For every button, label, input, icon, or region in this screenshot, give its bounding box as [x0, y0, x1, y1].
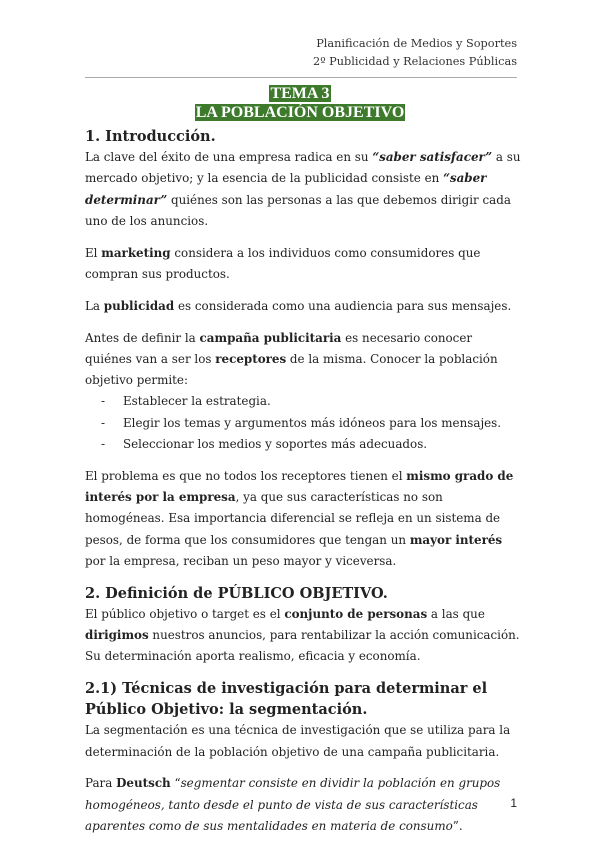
paragraph [85, 243, 521, 286]
text-run: Para [85, 776, 117, 791]
list-item: - Establecer la estrategia. [123, 391, 521, 412]
text-run: , ya que sus características no son homogéneas. Esa importancia diferencial se refleja en un sistema de pesos, de forma que los consumidores que tengan un [85, 490, 501, 547]
list-item: - Seleccionar los medios y soportes más adecuados. [123, 434, 521, 455]
emphasis-text: campaña publicitaria [199, 330, 342, 345]
header-divider [85, 77, 517, 78]
text-run: a las que [427, 606, 485, 621]
paragraph [85, 466, 521, 572]
emphasis-text: conjunto de personas [284, 606, 428, 621]
paragraph [85, 604, 521, 668]
text-run: considera a los individuos como consumidores que compran sus productos. [85, 245, 481, 281]
emphasis-text: mayor interés [409, 532, 503, 547]
emphasis-text: segmentar consiste en dividir la población en grupos homogéneos, tanto desde el punto de vista de sus características aparentes como de sus mentalidades en materia de consumo [85, 776, 501, 833]
bullet-list [85, 391, 521, 455]
emphasis-text: Deutsch [116, 776, 171, 791]
emphasis-text: receptores [215, 351, 287, 366]
text-run: “ [170, 776, 181, 791]
emphasis-text: mismo grado de interés por la empresa [85, 468, 514, 505]
text-run: La segmentación es una técnica de investigación que se utiliza para la determinación de la población objetivo de una campaña publicitaria. [85, 723, 511, 759]
emphasis-text: marketing [101, 245, 171, 260]
text-run: La clave del éxito de una empresa radica en su [85, 150, 373, 164]
running-header [313, 35, 517, 71]
page-number: 1 [510, 796, 517, 810]
text-run: El [85, 245, 102, 260]
text-run: ”. [452, 818, 463, 833]
paragraph [85, 773, 521, 837]
emphasis-text: “saber determinar” [85, 171, 487, 207]
title-topic-number: TEMA 3 [270, 85, 330, 102]
document-title [0, 84, 600, 122]
text-run: El problema es que no todos los receptores tienen el [85, 468, 407, 483]
list-item: - Elegir los temas y argumentos más idóneos para los mensajes. [123, 413, 521, 434]
text-run: Antes de definir la [85, 330, 200, 345]
paragraph [85, 296, 521, 317]
emphasis-text: dirigimos [85, 628, 149, 643]
text-run: es considerada como una audiencia para sus mensajes. [174, 298, 512, 313]
paragraph [85, 328, 521, 392]
section-heading: 1. Introducción. [85, 128, 216, 145]
document-body [85, 126, 521, 848]
section-heading: 2. Definición de PÚBLICO OBJETIVO. [85, 584, 388, 602]
paragraph [85, 720, 521, 763]
text-run: quiénes son las personas a las que debemos dirigir cada uno de los anuncios. [85, 192, 511, 228]
text-run: es necesario conocer quiénes van a ser los [85, 330, 473, 366]
emphasis-text: “saber satisfacer” [372, 150, 493, 164]
text-run: El público objetivo o target es el [85, 606, 285, 621]
title-topic-name: LA POBLACIÓN OBJETIVO [195, 104, 405, 121]
emphasis-text: publicidad [103, 298, 175, 313]
section-heading: 2.1) Técnicas de investigación para determinar el Público Objetivo: la segmentación. [85, 680, 488, 719]
header-course: Planificación de Medios y Soportes [316, 37, 517, 50]
text-run: La [85, 298, 104, 313]
text-run: de la misma. Conocer la población objetivo permite: [85, 351, 498, 388]
text-run: nuestros anuncios, para rentabilizar la acción comunicación. Su determinación aporta realismo, eficacia y economía. [85, 628, 520, 664]
header-degree: 2º Publicidad y Relaciones Públicas [313, 55, 517, 68]
text-run: por la empresa, reciban un peso mayor y viceversa. [85, 554, 397, 569]
text-run: a su mercado objetivo; y la esencia de la publicidad consiste en [85, 150, 521, 186]
paragraph [85, 147, 521, 232]
